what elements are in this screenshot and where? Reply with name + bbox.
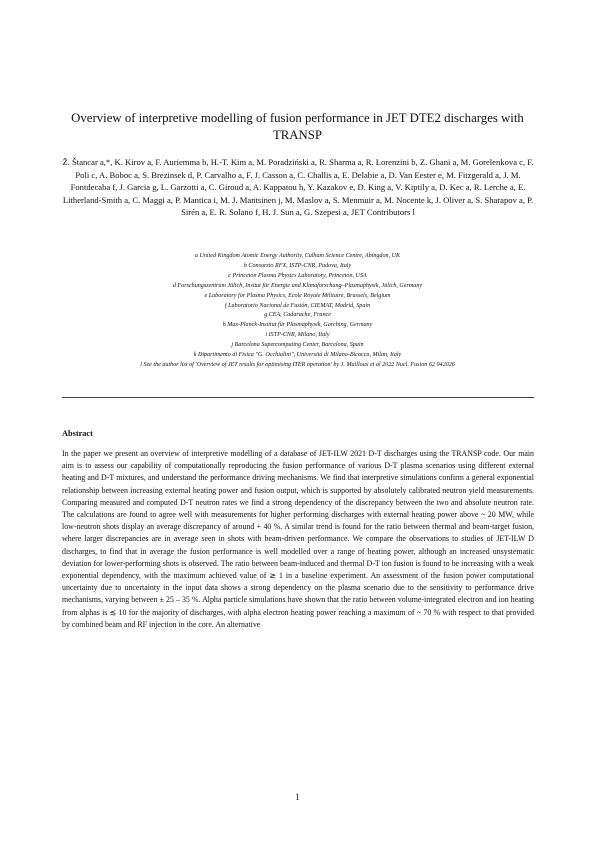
abstract-body: In the paper we present an overview of interpretive modelling of a database of JET-ILW 2021 D-T discharges using the TRANSP code. Our main aim is to assess our capability of computationally reproducing the fusion performance of various D-T plasma scenarios using different external heating and D-T mixtures, and understand the performance driving mechanisms. We find that interpretive simulations confirm a general exponential relationship between increasing external heating power and fusion output, which is supported by absolutely calibrated neutron yield measurements. Comparing measured and computed D-T neutron rates we find a strong dependency of the discrepancy between the two and absolute neutron rate. The calculations are found to agree well with measurements for higher performing discharges with external heating power above ~ 20 MW, while low-neutron shots display an average discrepancy of around + 40 %. A similar trend is found for the ratio between thermal and beam-target fusion, where larger discrepancies are in average seen in shots with beam-driven performance. We compare the observations to studies of JET-ILW D discharges, to find that in average the fusion performance is well modelled over a range of heating power, although an increased unsystematic deviation for lower-performing shots is observed. The ratio between beam-induced and thermal D-T ion fusion is found to be increasing with a weak exponential dependency, with the maximum achieved value of ≳ 1 in a baseline experiment. An assessment of the fusion power computational uncertainty due to uncertainty in the input data shows a strong dependency on the plasma scenario due to the sensitivity to performance drive mechanisms, varying between ± 25 – 35 %. Alpha particle simulations have shown that the ratio between volume-integrated electron and ion heating from alphas is ≲ 10 for the majority of discharges, with alpha electron heating power reaching a maximum of ~ 70 % with respect to that provided by combined beam and RF injection in the core. An alternative: [62, 449, 534, 629]
abstract-heading: Abstract: [62, 429, 93, 438]
affiliation: f Laboratorio Nacional de Fusión, CIEMAT, Madrid, Spain: [224, 302, 371, 309]
affiliation: i ISTP-CNR, Milano, Italy: [265, 332, 330, 339]
affiliation: h Max-Planck-Institut für Plasmaphysik, Garching, Germany: [222, 322, 373, 329]
affiliation: e Laboratory for Plasma Physics, Ecole Royale Militaire, Brussels, Belgium: [204, 292, 391, 299]
author-list: Ž. Štancar a,*, K. Kirov a, F. Auriemma b, H.-T. Kim a, M. Poradziński a, R. Sharma a, R. Lorenzini b, Z. Ghani a, M. Gorelenkova c, F. Poli c, A. Boboc a, S. Brezinsek d, P. Carvalho a, F. J. Casson a, C. Challis a, E. Delabie a, D. Van Eester e, M. Fitzgerald a, J. M. Fontdecaba f, J. Garcia g, L. Garzotti a, C. Giroud a, A. Kappatou h, Y. Kazakov e, D. King a, V. Kiptily a, D. Kec a, R. Lerche a, E. Litherland-Smith a, C. Maggi a, P. Mantica i, M. J. Mantsinen j, M. Maslov a, S. Menmuir a, M. Nocente k, J. Oliver a, S. Sharapov a, P. Sirén a, E. R. Solano f, H. J. Sun a, G. Szepesi a, JET Contributors l: [62, 157, 534, 218]
affiliation: a United Kingdom Atomic Energy Authority, Culham Science Centre, Abingdon, UK: [194, 253, 401, 259]
affiliation-list: [40, 252, 555, 371]
page-number: 1: [295, 792, 300, 802]
affiliation: d Forschungszentrum Jülich, Insitut für Energie und Klimaforschung–Plasmaphysik, Jülich, Germany: [172, 282, 423, 289]
affiliation: l See the author list of 'Overview of JET results for optimising ITER operation' by J. Mailloux et al 2022 Nucl. Fusion 62 042026: [140, 361, 455, 368]
affiliation: g CEA, Cadarache, France: [264, 312, 331, 319]
paper-title: Overview of interpretive modelling of fusion performance in JET DTE2 discharges with TRANSP: [71, 111, 524, 142]
affiliation: c Princeton Plasma Physics Laboratory, Princeton, USA: [228, 272, 367, 279]
affiliation: b Consorzio RFX, ISTP-CNR, Padova, Italy: [243, 262, 352, 269]
section-divider: [62, 397, 534, 398]
affiliation: k Dipartimento di Fisica "G. Occhialini", Università di Milano-Bicocca, Milan, Italy: [193, 352, 402, 359]
affiliation: j Barcelona Supercomputing Center, Barcelona, Spain: [231, 342, 364, 349]
